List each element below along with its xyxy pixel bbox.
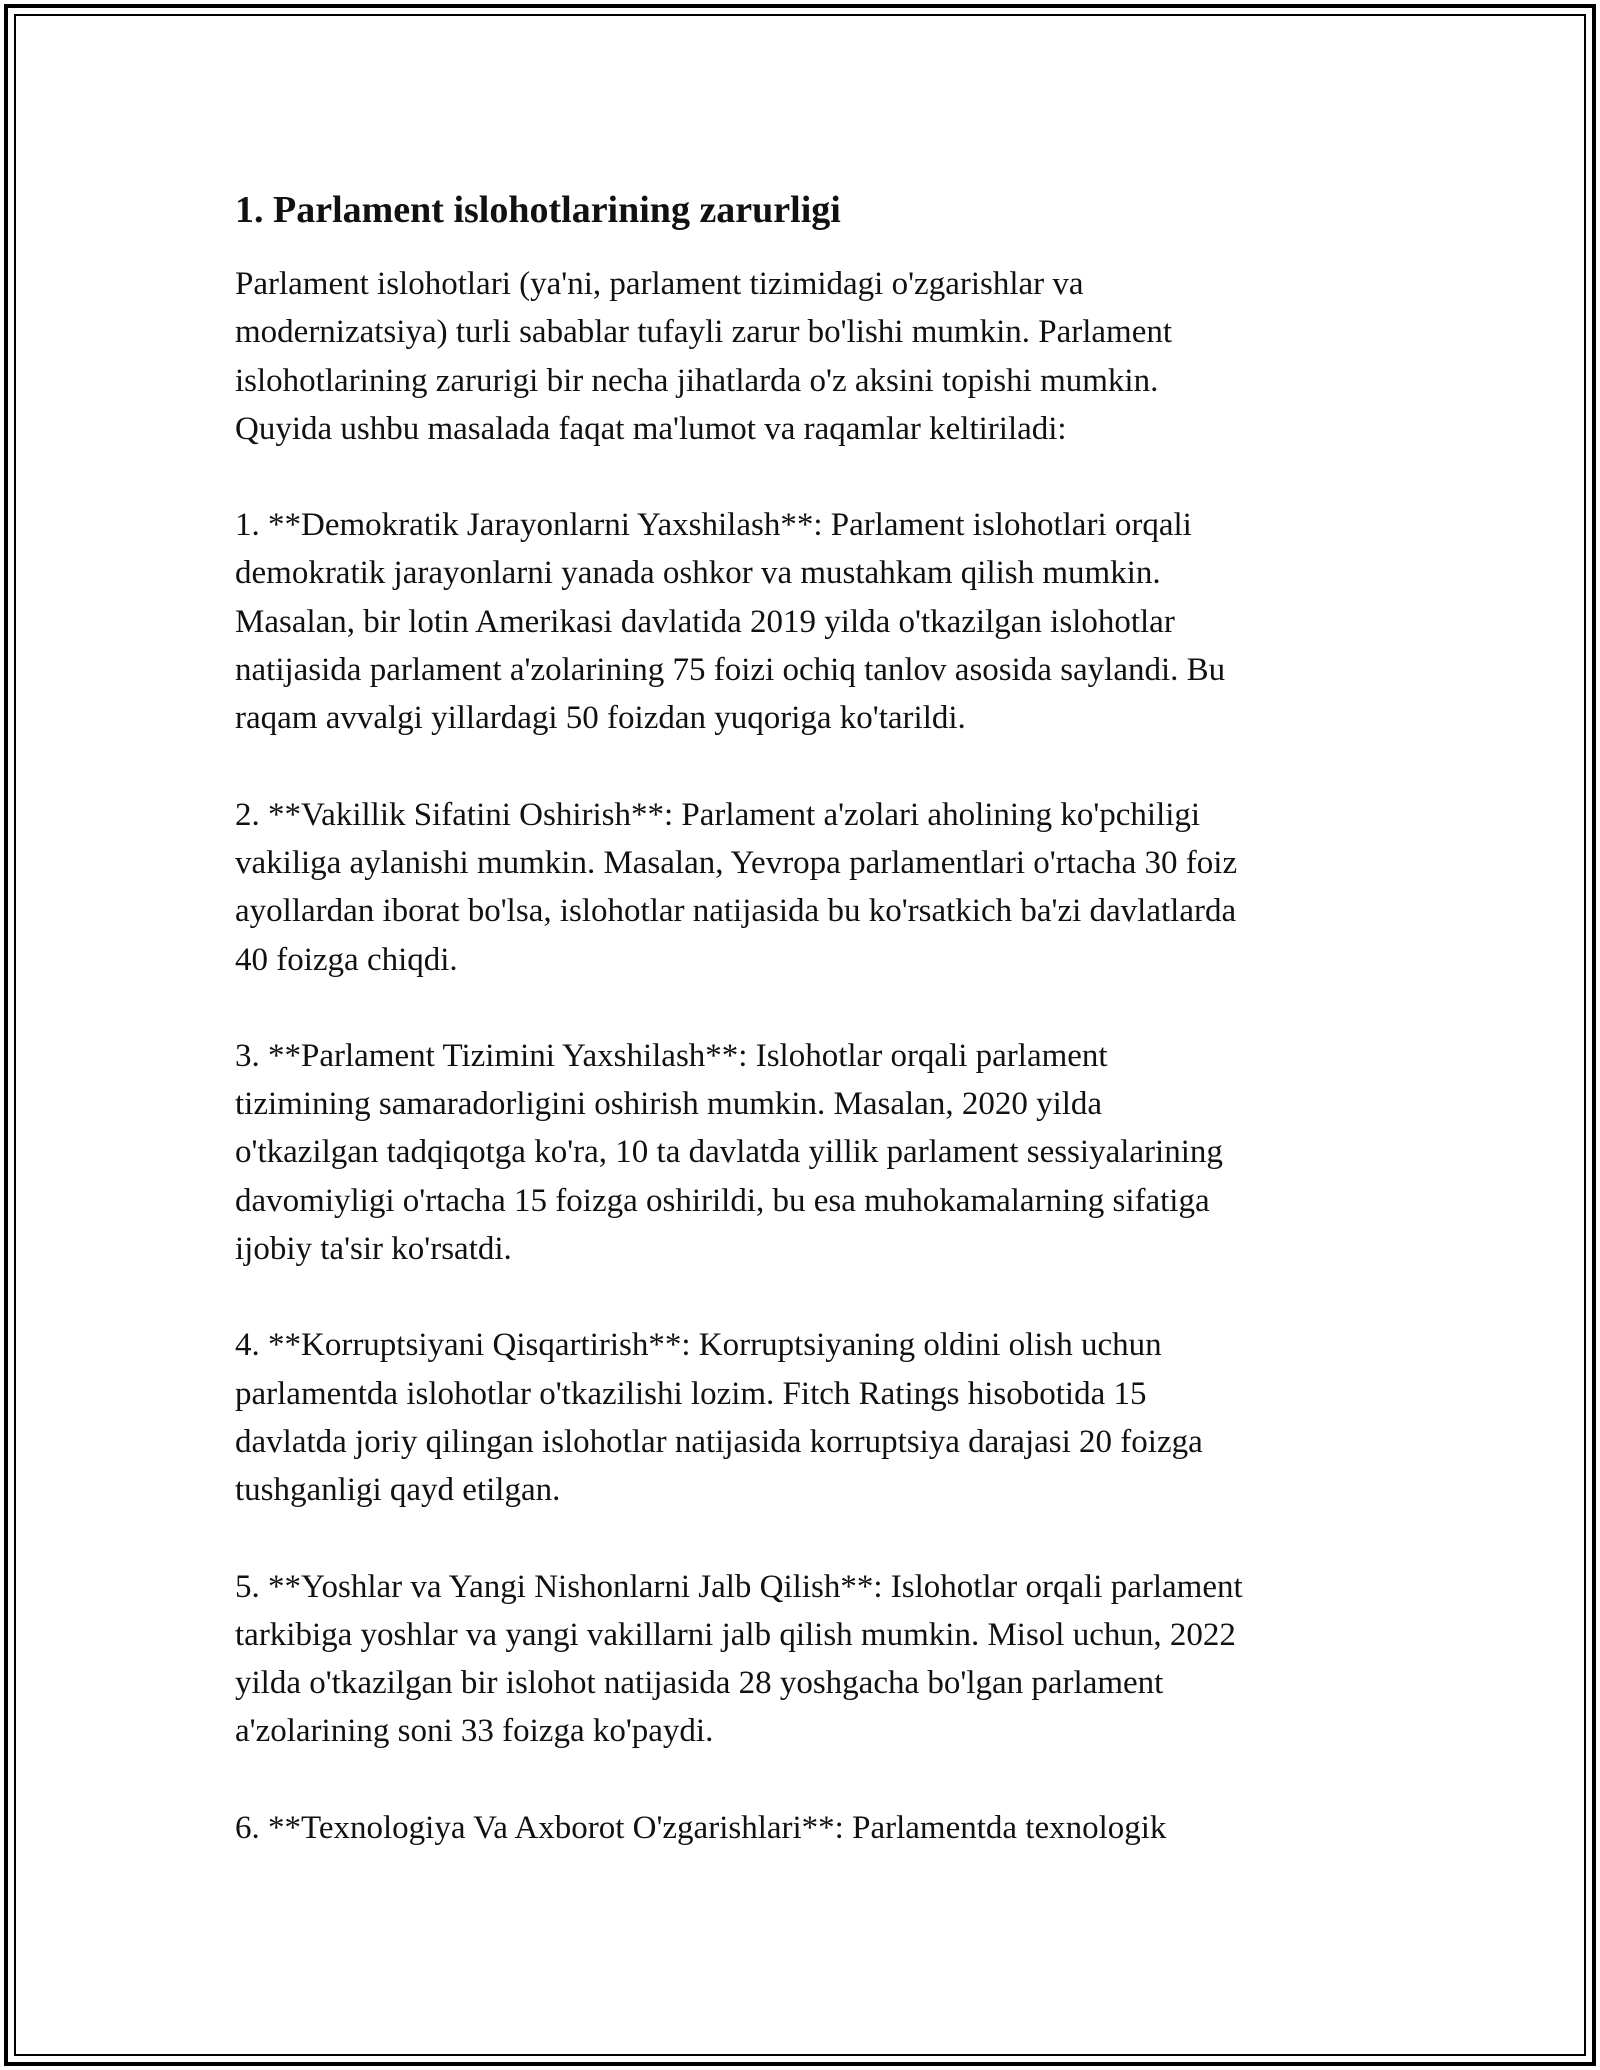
document-body	[235, 186, 1385, 1900]
document-title: 1. Parlament islohotlarining zarurligi	[235, 189, 841, 231]
point-6-paragraph: 6. **Texnologiya Va Axborot O'zgarishlari**: Parlamentda texnologik	[235, 1809, 1167, 1846]
point-4-paragraph: 4. **Korruptsiyani Qisqartirish**: Korruptsiyaning oldini olish uchun parlamentda islohotlar o'tkazilishi lozim. Fitch Ratings hisobotida 15 davlatda joriy qilingan islohotlar natijasida korruptsiya darajasi 20 foizga tushganligi qayd etilgan.	[235, 1327, 1203, 1509]
point-3-paragraph: 3. **Parlament Tizimini Yaxshilash**: Islohotlar orqali parlament tizimining samaradorligini oshirish mumkin. Masalan, 2020 yilda o'tkazilgan tadqiqotga ko'ra, 10 ta davlatda yillik parlament sessiyalarining davomiyligi o'rtacha 15 foizga oshirildi, bu esa muhokamalarning sifatiga ijobiy ta'sir ko'rsatdi.	[235, 1037, 1223, 1268]
point-5-paragraph: 5. **Yoshlar va Yangi Nishonlarni Jalb Qilish**: Islohotlar orqali parlament tarkibiga yoshlar va yangi vakillarni jalb qilish mumkin. Misol uchun, 2022 yilda o'tkazilgan bir islohot natijasida 28 yoshgacha bo'lgan parlament a'zolarining soni 33 foizga ko'paydi.	[235, 1568, 1243, 1750]
intro-paragraph: Parlament islohotlari (ya'ni, parlament tizimidagi o'zgarishlar va modernizatsiya) turli sabablar tufayli zarur bo'lishi mumkin. Parlament islohotlarining zarurigi bir necha jihatlarda o'z aksini topishi mumkin. Quyida ushbu masalada faqat ma'lumot va raqamlar keltiriladi:	[235, 266, 1173, 447]
point-2-paragraph: 2. **Vakillik Sifatini Oshirish**: Parlament a'zolari aholining ko'pchiligi vakiliga aylanishi mumkin. Masalan, Yevropa parlamentlari o'rtacha 30 foiz ayollardan iborat bo'lsa, islohotlar natijasida bu ko'rsatkich ba'zi davlatlarda 40 foizga chiqdi.	[235, 796, 1238, 978]
point-1-paragraph: 1. **Demokratik Jarayonlarni Yaxshilash**: Parlament islohotlari orqali demokratik jarayonlarni yanada oshkor va mustahkam qilish mumkin. Masalan, bir lotin Amerikasi davlatida 2019 yilda o'tkazilgan islohotlar natijasida parlament a'zolarining 75 foizi ochiq tanlov asosida saylandi. Bu raqam avvalgi yillardagi 50 foizdan yuqoriga ko'tarildi.	[235, 507, 1226, 737]
